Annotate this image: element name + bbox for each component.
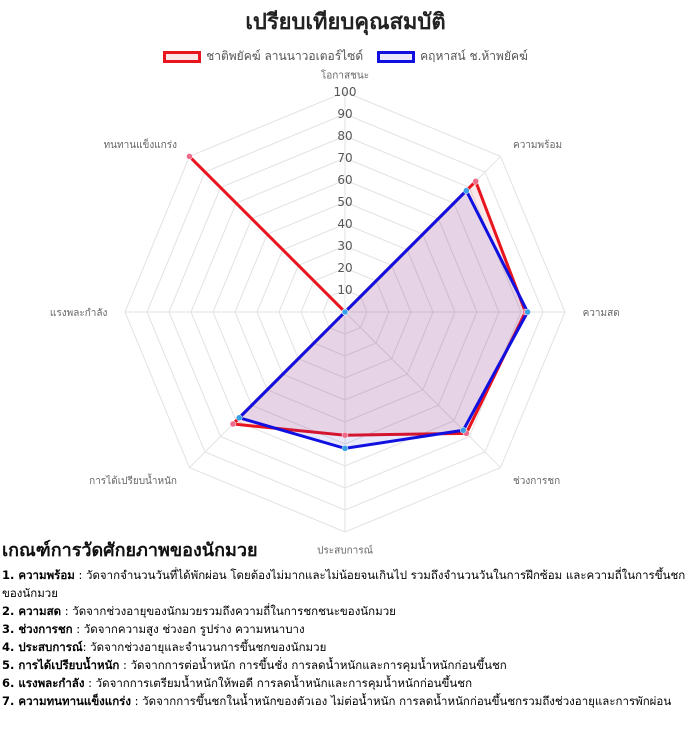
tick-label: 20 <box>337 261 353 275</box>
axis-label: การได้เปรียบน้ำหนัก <box>89 476 177 488</box>
criteria-item <box>2 656 688 674</box>
radar-series <box>186 153 530 451</box>
criteria-item <box>2 566 688 602</box>
tick-label: 30 <box>337 239 353 253</box>
data-point[interactable] <box>342 432 348 438</box>
legend-label-series-1: ชาติพยัคฆ์ ลานนาวอเตอร์ไซด์ <box>206 49 364 63</box>
criteria-item-text: : วัดจากความสูง ช่วงอก รูปร่าง ความหนาบาง <box>72 622 305 636</box>
criteria-item-label: 3. ช่วงการชก <box>2 622 73 636</box>
data-point[interactable] <box>342 445 348 451</box>
criteria-item-label: 6. แรงพละกำลัง <box>2 676 85 690</box>
criteria-item-label: 5. การได้เปรียบน้ำหนัก <box>2 658 120 672</box>
data-point[interactable] <box>463 188 469 194</box>
criteria-item <box>2 620 688 638</box>
axis-label: ความพร้อม <box>513 139 563 151</box>
criteria-item <box>2 638 688 656</box>
tick-label: 10 <box>337 283 353 297</box>
criteria-item <box>2 602 688 620</box>
tick-label: 40 <box>337 217 353 231</box>
criteria-list <box>2 566 688 710</box>
data-point[interactable] <box>525 309 531 315</box>
tick-label: 70 <box>337 151 353 165</box>
tick-label: 50 <box>337 195 353 209</box>
criteria-item-label: 4. ประสบการณ์ <box>2 640 83 654</box>
criteria-item-text: : วัดจากการต่อน้ำหนัก การขึ้นชั่ง การลดน้ำหนักและการคุมน้ำหนักก่อนขึ้นชก <box>119 658 507 672</box>
data-point[interactable] <box>186 153 192 159</box>
data-point[interactable] <box>236 415 242 421</box>
legend-label-series-2: คฤหาสน์ ช.ห้าพยัคฆ์ <box>420 49 528 63</box>
data-point[interactable] <box>460 427 466 433</box>
legend-swatch-blue <box>377 51 415 63</box>
axis-label: โอกาสชนะ <box>320 70 370 82</box>
axis-label: ประสบการณ์ <box>317 545 373 557</box>
data-point[interactable] <box>342 309 348 315</box>
criteria-item-label: 2. ความสด <box>2 604 62 618</box>
criteria-item-label: 1. ความพร้อม <box>2 568 75 582</box>
criteria-title: เกณฑ์การวัดศักยภาพของนักมวย <box>2 540 258 561</box>
criteria-section <box>2 542 688 710</box>
criteria-item-text: : วัดจากช่วงอายุและจำนวนการขึ้นชกของนักมวย <box>82 640 327 654</box>
axis-label: ทนทานแข็งแกร่ง <box>103 139 177 151</box>
data-point[interactable] <box>230 421 236 427</box>
tick-label: 100 <box>333 85 357 99</box>
axis-label: แรงพละกำลัง <box>49 308 108 319</box>
tick-label: 90 <box>337 107 353 121</box>
legend-item-series-2[interactable] <box>377 47 528 66</box>
axis-label: ช่วงการชก <box>513 476 561 488</box>
criteria-item-text: : วัดจากการขึ้นชกในน้ำหนักของตัวเอง ไม่ต่อน้ำหนัก การลดน้ำหนักก่อนขึ้นชกรวมถึงช่วงอายุและการพักผ่อน <box>130 694 672 708</box>
criteria-item-text: : วัดจากช่วงอายุของนักมวยรวมถึงความถี่ในการชกชนะของนักมวย <box>61 604 396 618</box>
tick-label: 80 <box>337 129 353 143</box>
chart-title: เปรียบเทียบคุณสมบัติ <box>245 10 446 35</box>
legend-swatch-red <box>163 51 201 63</box>
criteria-item-label: 7. ความทนทานแข็งแกร่ง <box>2 694 131 708</box>
criteria-item-text: : วัดจากจำนวนวันที่ได้พักผ่อน โดยต้องไม่มากและไม่น้อยจนเกินไป รวมถึงจำนวนวันในการฝึกซ้อม และความถี่ในการขึ้นชกของนักมวย <box>2 568 686 600</box>
legend-item-series-1[interactable] <box>163 47 363 66</box>
tick-label: 60 <box>337 173 353 187</box>
axis-label: ความสด <box>582 308 620 319</box>
legend <box>0 47 691 66</box>
data-point[interactable] <box>473 178 479 184</box>
criteria-item <box>2 692 688 710</box>
criteria-item-text: : วัดจากการเตรียมน้ำหนักให้พอดี การลดน้ำหนักและการคุมน้ำหนักก่อนขึ้นชก <box>84 676 473 690</box>
criteria-item <box>2 674 688 692</box>
